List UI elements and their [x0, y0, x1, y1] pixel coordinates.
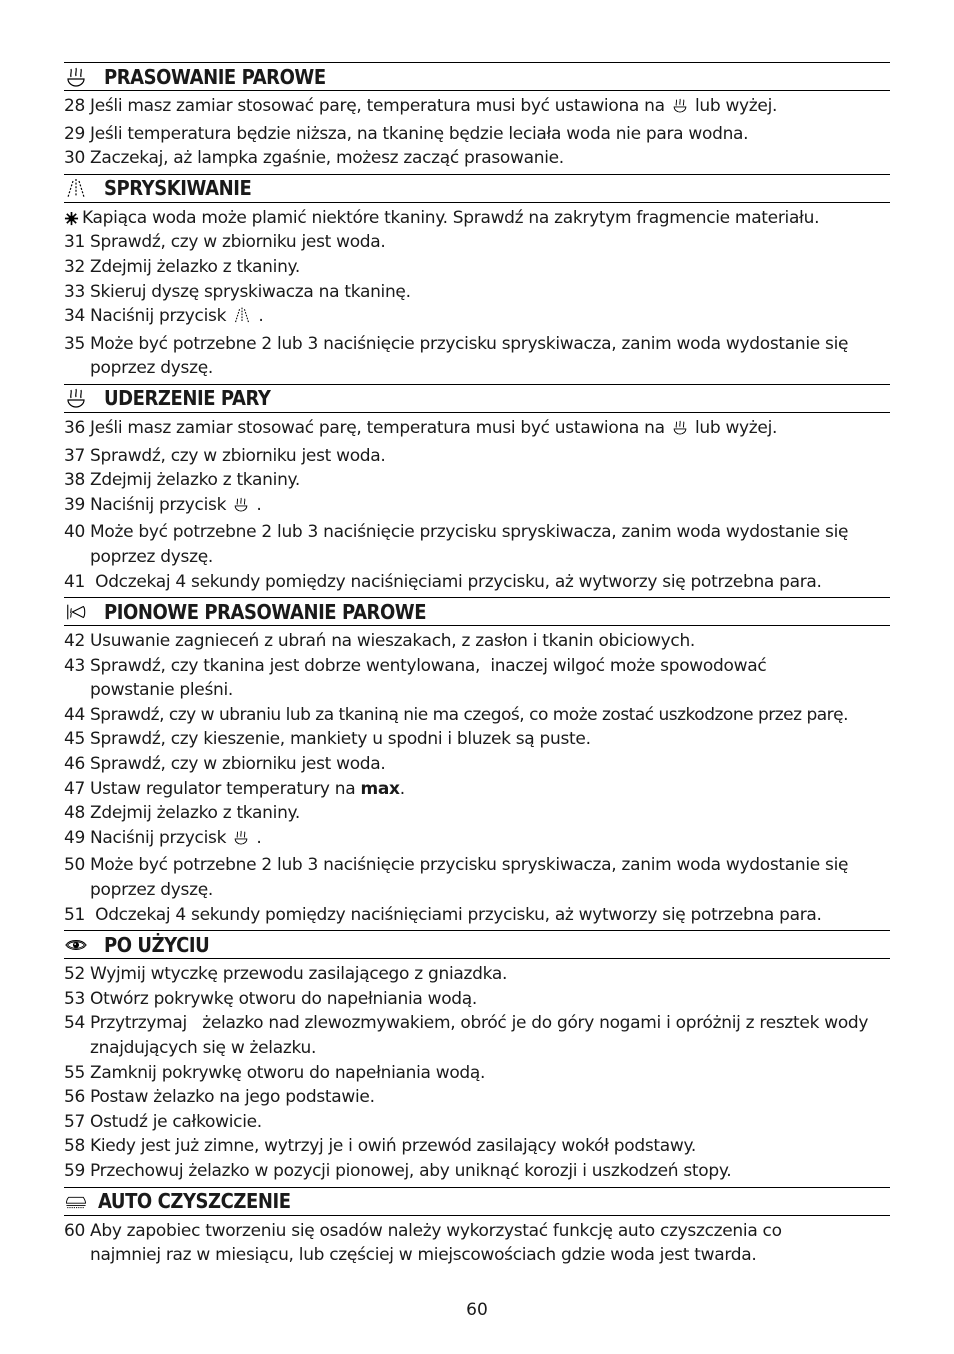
item-number: 60	[64, 1220, 86, 1241]
item-number: 52	[64, 964, 86, 985]
section-title: UDERZENIE PARY	[104, 386, 271, 411]
warning-text: Kapiąca woda może plamić niektóre tkaniny. Sprawdź na zakrytym fragmencie materiału.	[82, 207, 820, 228]
item-number: 44	[64, 704, 86, 725]
item-number: 39	[64, 494, 86, 515]
item-text: .	[251, 494, 262, 515]
list-item	[64, 1219, 890, 1268]
section-steam-shot	[64, 384, 890, 596]
list-item	[64, 1159, 890, 1184]
item-text: Może być potrzebne 2 lub 3 naciśnięcie przycisku spryskiwacza, zanim woda wydostanie się poprzez dyszę.	[90, 522, 854, 567]
list-item	[64, 332, 890, 381]
page-number: 60	[466, 1300, 488, 1320]
item-text: Ustaw regulator temperatury na	[90, 778, 361, 799]
section-after-use	[64, 930, 890, 1185]
item-number: 51	[64, 904, 86, 925]
steam-icon	[65, 387, 87, 409]
item-text: lub wyżej.	[689, 417, 778, 438]
list-item	[64, 304, 890, 332]
vertical-steam-icon	[65, 601, 87, 623]
item-number: 29	[64, 123, 86, 144]
iron-soleplate-icon	[65, 1190, 87, 1212]
item-number: 46	[64, 754, 86, 775]
list-item	[64, 987, 890, 1012]
section-vertical-steam	[64, 597, 890, 929]
item-number: 58	[64, 1136, 86, 1157]
spray-icon	[65, 177, 87, 199]
item-text: Kiedy jest już zimne, wytrzyj je i owiń przewód zasilający wokół podstawy.	[90, 1136, 696, 1157]
steam-icon	[672, 97, 688, 122]
item-text: Odczekaj 4 sekundy pomiędzy naciśnięciami przycisku, aż wytworzy się potrzebna para.	[90, 571, 822, 592]
list-item	[64, 1134, 890, 1159]
list-item	[64, 416, 890, 444]
item-number: 33	[64, 281, 86, 302]
item-text: Naciśnij przycisk	[90, 306, 232, 327]
item-text: Sprawdź, czy w zbiorniku jest woda.	[90, 754, 386, 775]
section-steam-ironing	[64, 62, 890, 173]
list-item	[64, 752, 890, 777]
item-number: 41	[64, 571, 86, 592]
section-title: PIONOWE PRASOWANIE PAROWE	[104, 599, 427, 624]
item-text: Może być potrzebne 2 lub 3 naciśnięcie przycisku spryskiwacza, zanim woda wydostanie się poprzez dyszę.	[90, 855, 854, 901]
item-number: 45	[64, 729, 86, 750]
list-item	[64, 94, 890, 122]
list-item	[64, 570, 890, 595]
item-text: Przechowuj żelazko w pozycji pionowej, aby uniknąć korozji i uszkodzeń stopy.	[90, 1160, 732, 1181]
page-content	[64, 61, 890, 1270]
steam-icon	[672, 419, 688, 444]
list-item	[64, 493, 890, 521]
item-number: 28	[64, 96, 86, 116]
list-item	[64, 801, 890, 826]
item-text: Otwórz pokrywkę otworu do napełniania wodą.	[90, 988, 478, 1009]
section-header	[64, 930, 890, 959]
item-text: Sprawdź, czy w zbiorniku jest woda.	[90, 445, 386, 466]
item-text: Jeśli masz zamiar stosować parę, temperatura musi być ustawiona na	[90, 96, 670, 116]
item-text: Przytrzymaj żelazko nad zlewozmywakiem, obróć je do góry nogami i opróżnij z resztek wody znajdujących się w żelazku.	[90, 1013, 874, 1058]
list-item	[64, 1085, 890, 1110]
steam-icon	[233, 829, 249, 854]
item-number: 59	[64, 1160, 86, 1181]
section-title: SPRYSKIWANIE	[104, 176, 252, 201]
item-text: .	[399, 778, 405, 799]
list-item	[64, 1011, 890, 1060]
list-item	[64, 777, 890, 802]
item-text: Może być potrzebne 2 lub 3 naciśnięcie przycisku spryskiwacza, zanim woda wydostanie się poprzez dyszę.	[90, 333, 854, 379]
eye-icon	[65, 934, 87, 956]
section-spraying	[64, 174, 890, 383]
list-item	[64, 853, 890, 902]
item-text: Zdejmij żelazko z tkaniny.	[90, 256, 300, 277]
item-text: Zdejmij żelazko z tkaniny.	[90, 803, 300, 824]
steam-icon	[233, 496, 249, 521]
item-number: 40	[64, 522, 86, 543]
item-text: lub wyżej.	[689, 96, 778, 116]
item-text: Sprawdź, czy tkanina jest dobrze wentylowana, inaczej wilgoć może spowodować powstanie pleśni.	[90, 655, 772, 701]
item-text: Jeśli masz zamiar stosować parę, temperatura musi być ustawiona na	[90, 417, 670, 438]
list-item	[64, 468, 890, 493]
section-header	[64, 384, 890, 413]
list-item	[64, 280, 890, 305]
item-number: 34	[64, 306, 86, 327]
item-number: 50	[64, 855, 86, 876]
item-text: .	[251, 827, 262, 848]
list-item	[64, 122, 890, 147]
item-text: Odczekaj 4 sekundy pomiędzy naciśnięciami przycisku, aż wytworzy się potrzebna para.	[90, 904, 822, 925]
item-number: 48	[64, 803, 86, 824]
list-item	[64, 1110, 890, 1135]
item-number: 36	[64, 417, 86, 438]
warning-item	[64, 206, 890, 231]
item-number: 31	[64, 232, 86, 253]
item-text: Zdejmij żelazko z tkaniny.	[90, 470, 300, 491]
temperature-max-text: max	[360, 778, 400, 799]
section-title: AUTO CZYSZCZENIE	[98, 1189, 291, 1214]
list-item	[64, 654, 890, 703]
item-text: Jeśli temperatura będzie niższa, na tkaninę będzie leciała woda nie para wodna.	[90, 123, 749, 144]
list-item	[64, 826, 890, 854]
item-text: .	[253, 306, 264, 327]
item-text: Sprawdź, czy kieszenie, mankiety u spodni i bluzek są puste.	[90, 729, 591, 750]
item-text: Sprawdź, czy w zbiorniku jest woda.	[90, 232, 386, 253]
list-item	[64, 629, 890, 654]
item-text: Sprawdź, czy w ubraniu lub za tkaniną nie ma czegoś, co może zostać uszkodzone przez parę.	[90, 704, 849, 725]
item-number: 54	[64, 1013, 86, 1034]
list-item	[64, 962, 890, 987]
item-number: 43	[64, 655, 86, 676]
item-number: 35	[64, 333, 86, 354]
item-text: Ostudź je całkowicie.	[90, 1111, 262, 1132]
section-header	[64, 597, 890, 626]
item-number: 30	[64, 148, 86, 169]
item-text: Naciśnij przycisk	[90, 494, 232, 515]
warning-star-icon	[64, 206, 82, 231]
item-number: 49	[64, 827, 86, 848]
item-text: Postaw żelazko na jego podstawie.	[90, 1087, 375, 1108]
item-text: Skieruj dyszę spryskiwacza na tkaninę.	[90, 281, 411, 302]
item-number: 55	[64, 1062, 86, 1083]
section-header	[64, 174, 890, 203]
item-text: Zaczekaj, aż lampka zgaśnie, możesz zacząć prasowanie.	[90, 148, 564, 169]
item-number: 53	[64, 988, 86, 1009]
item-number: 38	[64, 470, 86, 491]
item-text: Usuwanie zagnieceń z ubrań na wieszakach, z zasłon i tkanin obiciowych.	[90, 631, 696, 652]
list-item	[64, 727, 890, 752]
list-item	[64, 444, 890, 469]
list-item	[64, 146, 890, 171]
item-number: 32	[64, 256, 86, 277]
list-item	[64, 230, 890, 255]
item-text: Aby zapobiec tworzeniu się osadów należy wykorzystać funkcję auto czyszczenia co najmniej raz w miesiącu, lub częściej w miejscowościach gdzie woda jest twarda.	[90, 1220, 787, 1266]
section-title: PO UŻYCIU	[104, 932, 210, 957]
section-header	[64, 62, 890, 91]
item-number: 42	[64, 631, 86, 652]
section-auto-clean	[64, 1187, 890, 1270]
item-text: Wyjmij wtyczkę przewodu zasilającego z gniazdka.	[90, 964, 508, 985]
section-header	[64, 1187, 890, 1216]
list-item	[64, 703, 890, 728]
steam-icon	[65, 66, 87, 88]
list-item	[64, 1061, 890, 1086]
item-number: 56	[64, 1087, 86, 1108]
list-item	[64, 255, 890, 280]
item-number: 47	[64, 778, 86, 799]
item-text: Zamknij pokrywkę otworu do napełniania wodą.	[90, 1062, 486, 1083]
item-number: 37	[64, 445, 86, 466]
item-number: 57	[64, 1111, 86, 1132]
item-text: Naciśnij przycisk	[90, 827, 232, 848]
section-title: PRASOWANIE PAROWE	[104, 64, 326, 89]
list-item	[64, 903, 890, 928]
list-item	[64, 520, 890, 569]
spray-icon	[233, 306, 251, 332]
